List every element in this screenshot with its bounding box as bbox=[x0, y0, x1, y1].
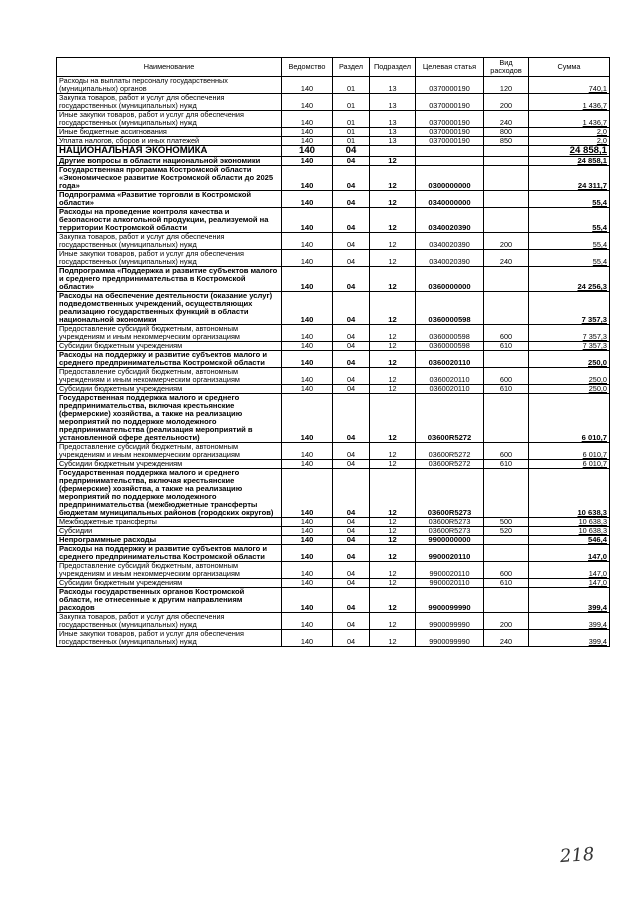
row-subsection: 12 bbox=[370, 579, 416, 588]
row-target-item: 0360020110 bbox=[416, 385, 484, 394]
row-expense-type: 600 bbox=[484, 443, 529, 460]
row-amount: 1 436,7 bbox=[529, 111, 610, 128]
row-subsection: 12 bbox=[370, 157, 416, 166]
header-expense-type: Вид расходов bbox=[484, 58, 529, 77]
row-section: 04 bbox=[333, 588, 370, 613]
row-department: 140 bbox=[282, 385, 333, 394]
row-department: 140 bbox=[282, 588, 333, 613]
row-section: 01 bbox=[333, 128, 370, 137]
row-subsection: 12 bbox=[370, 527, 416, 536]
row-expense-type: 500 bbox=[484, 518, 529, 527]
row-section: 04 bbox=[333, 527, 370, 536]
table-row bbox=[57, 166, 610, 191]
row-expense-type bbox=[484, 545, 529, 562]
row-section: 04 bbox=[333, 368, 370, 385]
row-section: 04 bbox=[333, 562, 370, 579]
row-subsection: 12 bbox=[370, 233, 416, 250]
table-row bbox=[57, 518, 610, 527]
row-expense-type: 200 bbox=[484, 233, 529, 250]
row-subsection: 12 bbox=[370, 545, 416, 562]
row-department: 140 bbox=[282, 166, 333, 191]
row-department: 140 bbox=[282, 191, 333, 208]
row-department: 140 bbox=[282, 267, 333, 292]
row-target-item: 0300000000 bbox=[416, 166, 484, 191]
row-name: Расходы на проведение контроля качества и безопасности алкогольной продукции, реализуемой на территории Костромской области bbox=[57, 208, 282, 233]
row-expense-type bbox=[484, 394, 529, 443]
row-subsection: 12 bbox=[370, 469, 416, 518]
header-name: Наименование bbox=[57, 58, 282, 77]
row-expense-type bbox=[484, 146, 529, 157]
table-row bbox=[57, 385, 610, 394]
row-section: 04 bbox=[333, 166, 370, 191]
row-expense-type: 600 bbox=[484, 562, 529, 579]
row-target-item: 9900099990 bbox=[416, 630, 484, 647]
row-amount: 399,4 bbox=[529, 630, 610, 647]
row-expense-type bbox=[484, 469, 529, 518]
row-department: 140 bbox=[282, 292, 333, 325]
table-row bbox=[57, 111, 610, 128]
row-expense-type bbox=[484, 351, 529, 368]
row-name: Расходы на обеспечение деятельности (оказание услуг) подведомственных учреждений, осуществляющих реализацию государственных функций в области национальной экономики bbox=[57, 292, 282, 325]
row-department: 140 bbox=[282, 613, 333, 630]
row-section: 04 bbox=[333, 385, 370, 394]
table-row bbox=[57, 208, 610, 233]
row-name: Расходы на выплаты персоналу государственных (муниципальных) органов bbox=[57, 77, 282, 94]
row-expense-type bbox=[484, 166, 529, 191]
row-expense-type: 520 bbox=[484, 527, 529, 536]
row-section: 04 bbox=[333, 267, 370, 292]
row-amount: 399,4 bbox=[529, 588, 610, 613]
row-name: Государственная поддержка малого и среднего предпринимательства, включая крестьянские (фермерские) хозяйства, а также на реализацию мероприятий по поддержке молодежного предпринимательства (реализация мероприятий в установленной сфере деятельности) bbox=[57, 394, 282, 443]
row-target-item: 0340020390 bbox=[416, 250, 484, 267]
row-section: 04 bbox=[333, 325, 370, 342]
table-row bbox=[57, 588, 610, 613]
row-name: Иные закупки товаров, работ и услуг для обеспечения государственных (муниципальных) нужд bbox=[57, 630, 282, 647]
row-section: 01 bbox=[333, 94, 370, 111]
table-row bbox=[57, 233, 610, 250]
row-department: 140 bbox=[282, 518, 333, 527]
row-department: 140 bbox=[282, 325, 333, 342]
row-section: 04 bbox=[333, 250, 370, 267]
row-name: Иные закупки товаров, работ и услуг для обеспечения государственных (муниципальных) нужд bbox=[57, 111, 282, 128]
row-subsection: 12 bbox=[370, 250, 416, 267]
row-subsection: 12 bbox=[370, 191, 416, 208]
row-amount: 7 357,3 bbox=[529, 342, 610, 351]
row-department: 140 bbox=[282, 128, 333, 137]
table-row bbox=[57, 527, 610, 536]
row-amount: 55,4 bbox=[529, 191, 610, 208]
row-name: Государственная поддержка малого и среднего предпринимательства, включая крестьянские (фермерские) хозяйства, а также на реализацию мероприятий по поддержке молодежного предпринимательства (межбюджетные трансферты бюджетам муниципальных районов (городских округов) bbox=[57, 469, 282, 518]
row-amount: 10 638,3 bbox=[529, 527, 610, 536]
row-name: Уплата налогов, сборов и иных платежей bbox=[57, 137, 282, 146]
row-department: 140 bbox=[282, 527, 333, 536]
table-row bbox=[57, 579, 610, 588]
row-name: Субсидии бюджетным учреждениям bbox=[57, 385, 282, 394]
row-amount: 55,4 bbox=[529, 208, 610, 233]
row-section: 04 bbox=[333, 233, 370, 250]
row-amount: 250,0 bbox=[529, 351, 610, 368]
row-name: Предоставление субсидий бюджетным, автономным учреждениям и иным некоммерческим организациям bbox=[57, 368, 282, 385]
row-subsection: 12 bbox=[370, 460, 416, 469]
row-department: 140 bbox=[282, 111, 333, 128]
row-amount: 1 436,7 bbox=[529, 94, 610, 111]
row-target-item: 0370000190 bbox=[416, 137, 484, 146]
row-target-item: 9900020110 bbox=[416, 579, 484, 588]
row-name: Предоставление субсидий бюджетным, автономным учреждениям и иным некоммерческим организациям bbox=[57, 562, 282, 579]
row-amount: 6 010,7 bbox=[529, 460, 610, 469]
row-target-item: 03600R5273 bbox=[416, 518, 484, 527]
row-target-item: 03600R5272 bbox=[416, 460, 484, 469]
budget-table bbox=[56, 57, 610, 647]
table-row bbox=[57, 394, 610, 443]
table-row bbox=[57, 443, 610, 460]
row-amount: 55,4 bbox=[529, 250, 610, 267]
row-subsection: 12 bbox=[370, 351, 416, 368]
table-row bbox=[57, 94, 610, 111]
row-department: 140 bbox=[282, 351, 333, 368]
row-target-item: 9900099990 bbox=[416, 588, 484, 613]
row-amount: 24 858,1 bbox=[529, 157, 610, 166]
table-row bbox=[57, 630, 610, 647]
row-department: 140 bbox=[282, 469, 333, 518]
row-section: 04 bbox=[333, 630, 370, 647]
row-subsection: 12 bbox=[370, 536, 416, 545]
table-row bbox=[57, 128, 610, 137]
table-row bbox=[57, 146, 610, 157]
row-subsection: 12 bbox=[370, 394, 416, 443]
row-amount: 2,0 bbox=[529, 137, 610, 146]
row-section: 04 bbox=[333, 545, 370, 562]
row-name: Иные бюджетные ассигнования bbox=[57, 128, 282, 137]
row-subsection: 13 bbox=[370, 77, 416, 94]
row-target-item: 0340000000 bbox=[416, 191, 484, 208]
row-amount: 250,0 bbox=[529, 368, 610, 385]
row-subsection: 12 bbox=[370, 443, 416, 460]
row-name: Закупка товаров, работ и услуг для обеспечения государственных (муниципальных) нужд bbox=[57, 233, 282, 250]
row-expense-type: 610 bbox=[484, 342, 529, 351]
row-target-item: 0360000000 bbox=[416, 267, 484, 292]
row-target-item: 03600R5273 bbox=[416, 527, 484, 536]
row-target-item: 9900020110 bbox=[416, 562, 484, 579]
row-expense-type: 600 bbox=[484, 325, 529, 342]
row-name: Подпрограмма «Развитие торговли в Костромской области» bbox=[57, 191, 282, 208]
row-subsection: 13 bbox=[370, 94, 416, 111]
row-expense-type: 120 bbox=[484, 77, 529, 94]
table-row bbox=[57, 368, 610, 385]
row-expense-type: 610 bbox=[484, 579, 529, 588]
row-section: 04 bbox=[333, 292, 370, 325]
row-name: Субсидии бюджетным учреждениям bbox=[57, 460, 282, 469]
table-row bbox=[57, 460, 610, 469]
row-target-item: 0340020390 bbox=[416, 233, 484, 250]
row-department: 140 bbox=[282, 562, 333, 579]
row-target-item: 0360000598 bbox=[416, 342, 484, 351]
row-name: Расходы на поддержку и развитие субъектов малого и среднего предпринимательства Костромской области bbox=[57, 351, 282, 368]
row-name: Субсидии bbox=[57, 527, 282, 536]
row-name: Иные закупки товаров, работ и услуг для обеспечения государственных (муниципальных) нужд bbox=[57, 250, 282, 267]
row-section: 04 bbox=[333, 351, 370, 368]
row-subsection: 12 bbox=[370, 630, 416, 647]
table-row bbox=[57, 292, 610, 325]
table-row bbox=[57, 250, 610, 267]
table-row bbox=[57, 267, 610, 292]
row-target-item bbox=[416, 157, 484, 166]
row-target-item: 9900099990 bbox=[416, 613, 484, 630]
row-expense-type: 850 bbox=[484, 137, 529, 146]
row-target-item bbox=[416, 146, 484, 157]
row-department: 140 bbox=[282, 460, 333, 469]
row-expense-type: 200 bbox=[484, 613, 529, 630]
row-section: 04 bbox=[333, 208, 370, 233]
row-subsection: 13 bbox=[370, 137, 416, 146]
header-department: Ведомство bbox=[282, 58, 333, 77]
table-row bbox=[57, 536, 610, 545]
row-amount: 147,0 bbox=[529, 579, 610, 588]
table-body bbox=[57, 77, 610, 647]
row-name: Непрограммные расходы bbox=[57, 536, 282, 545]
row-department: 140 bbox=[282, 137, 333, 146]
header-row bbox=[57, 58, 610, 77]
row-amount: 24 256,3 bbox=[529, 267, 610, 292]
row-subsection: 12 bbox=[370, 518, 416, 527]
row-target-item: 03600R5273 bbox=[416, 469, 484, 518]
row-subsection: 13 bbox=[370, 128, 416, 137]
row-expense-type bbox=[484, 588, 529, 613]
row-amount: 24 311,7 bbox=[529, 166, 610, 191]
row-section: 04 bbox=[333, 469, 370, 518]
row-expense-type bbox=[484, 191, 529, 208]
table-row bbox=[57, 137, 610, 146]
row-name: Закупка товаров, работ и услуг для обеспечения государственных (муниципальных) нужд bbox=[57, 94, 282, 111]
row-target-item: 9900000000 bbox=[416, 536, 484, 545]
row-expense-type bbox=[484, 208, 529, 233]
row-expense-type bbox=[484, 536, 529, 545]
row-subsection: 12 bbox=[370, 267, 416, 292]
row-name: Другие вопросы в области национальной экономики bbox=[57, 157, 282, 166]
row-expense-type bbox=[484, 292, 529, 325]
row-target-item: 0370000190 bbox=[416, 94, 484, 111]
row-section: 04 bbox=[333, 579, 370, 588]
row-section: 04 bbox=[333, 613, 370, 630]
row-amount: 740,1 bbox=[529, 77, 610, 94]
row-subsection bbox=[370, 146, 416, 157]
row-target-item: 03600R5272 bbox=[416, 394, 484, 443]
header-target-item: Целевая статья bbox=[416, 58, 484, 77]
row-section: 04 bbox=[333, 342, 370, 351]
row-name: Расходы на поддержку и развитие субъектов малого и среднего предпринимательства Костромской области bbox=[57, 545, 282, 562]
row-amount: 6 010,7 bbox=[529, 394, 610, 443]
row-subsection: 12 bbox=[370, 166, 416, 191]
row-department: 140 bbox=[282, 233, 333, 250]
row-section: 04 bbox=[333, 518, 370, 527]
row-subsection: 12 bbox=[370, 368, 416, 385]
header-subsection: Подраздел bbox=[370, 58, 416, 77]
row-name: Подпрограмма «Поддержка и развитие субъектов малого и среднего предпринимательства в Костромской области» bbox=[57, 267, 282, 292]
row-subsection: 12 bbox=[370, 342, 416, 351]
row-target-item: 0370000190 bbox=[416, 111, 484, 128]
row-section: 04 bbox=[333, 536, 370, 545]
row-amount: 55,4 bbox=[529, 233, 610, 250]
table-row bbox=[57, 77, 610, 94]
row-name: Межбюджетные трансферты bbox=[57, 518, 282, 527]
row-target-item: 03600R5272 bbox=[416, 443, 484, 460]
row-target-item: 9900020110 bbox=[416, 545, 484, 562]
table-row bbox=[57, 351, 610, 368]
row-target-item: 0360000598 bbox=[416, 292, 484, 325]
row-subsection: 12 bbox=[370, 325, 416, 342]
row-subsection: 12 bbox=[370, 208, 416, 233]
row-name: НАЦИОНАЛЬНАЯ ЭКОНОМИКА bbox=[57, 146, 282, 157]
row-section: 04 bbox=[333, 394, 370, 443]
row-department: 140 bbox=[282, 394, 333, 443]
row-amount: 24 858,1 bbox=[529, 146, 610, 157]
row-expense-type: 240 bbox=[484, 111, 529, 128]
row-subsection: 12 bbox=[370, 562, 416, 579]
row-department: 140 bbox=[282, 250, 333, 267]
row-name: Субсидии бюджетным учреждениям bbox=[57, 579, 282, 588]
row-target-item: 0360000598 bbox=[416, 325, 484, 342]
row-amount: 10 638,3 bbox=[529, 518, 610, 527]
row-expense-type: 600 bbox=[484, 368, 529, 385]
row-section: 04 bbox=[333, 443, 370, 460]
row-amount: 546,4 bbox=[529, 536, 610, 545]
row-expense-type: 610 bbox=[484, 385, 529, 394]
row-department: 140 bbox=[282, 77, 333, 94]
row-department: 140 bbox=[282, 342, 333, 351]
row-name: Государственная программа Костромской области «Экономическое развитие Костромской области до 2025 года» bbox=[57, 166, 282, 191]
row-name: Субсидии бюджетным учреждениям bbox=[57, 342, 282, 351]
row-target-item: 0360020110 bbox=[416, 368, 484, 385]
row-expense-type: 240 bbox=[484, 630, 529, 647]
row-subsection: 12 bbox=[370, 385, 416, 394]
row-department: 140 bbox=[282, 157, 333, 166]
row-department: 140 bbox=[282, 536, 333, 545]
row-name: Предоставление субсидий бюджетным, автономным учреждениям и иным некоммерческим организациям bbox=[57, 325, 282, 342]
row-amount: 2,0 bbox=[529, 128, 610, 137]
table-row bbox=[57, 157, 610, 166]
row-amount: 6 010,7 bbox=[529, 443, 610, 460]
row-target-item: 0360020110 bbox=[416, 351, 484, 368]
row-section: 01 bbox=[333, 111, 370, 128]
row-department: 140 bbox=[282, 443, 333, 460]
row-target-item: 0340020390 bbox=[416, 208, 484, 233]
row-department: 140 bbox=[282, 545, 333, 562]
row-target-item: 0370000190 bbox=[416, 77, 484, 94]
row-expense-type: 240 bbox=[484, 250, 529, 267]
row-expense-type: 610 bbox=[484, 460, 529, 469]
table-row bbox=[57, 469, 610, 518]
row-expense-type: 800 bbox=[484, 128, 529, 137]
table-row bbox=[57, 613, 610, 630]
row-amount: 399,4 bbox=[529, 613, 610, 630]
row-subsection: 12 bbox=[370, 613, 416, 630]
row-amount: 10 638,3 bbox=[529, 469, 610, 518]
row-amount: 7 357,3 bbox=[529, 325, 610, 342]
row-amount: 250,0 bbox=[529, 385, 610, 394]
row-department: 140 bbox=[282, 368, 333, 385]
row-expense-type bbox=[484, 267, 529, 292]
row-name: Закупка товаров, работ и услуг для обеспечения государственных (муниципальных) нужд bbox=[57, 613, 282, 630]
table-row bbox=[57, 562, 610, 579]
row-name: Расходы государственных органов Костромской области, не отнесенные к другим направлениям расходов bbox=[57, 588, 282, 613]
row-section: 01 bbox=[333, 137, 370, 146]
row-department: 140 bbox=[282, 208, 333, 233]
row-target-item: 0370000190 bbox=[416, 128, 484, 137]
row-amount: 147,0 bbox=[529, 562, 610, 579]
row-subsection: 12 bbox=[370, 588, 416, 613]
row-name: Предоставление субсидий бюджетным, автономным учреждениям и иным некоммерческим организациям bbox=[57, 443, 282, 460]
table-row bbox=[57, 191, 610, 208]
header-section: Раздел bbox=[333, 58, 370, 77]
row-expense-type: 200 bbox=[484, 94, 529, 111]
table-row bbox=[57, 342, 610, 351]
row-section: 04 bbox=[333, 191, 370, 208]
header-amount: Сумма bbox=[529, 58, 610, 77]
row-section: 04 bbox=[333, 146, 370, 157]
row-subsection: 13 bbox=[370, 111, 416, 128]
table-row bbox=[57, 325, 610, 342]
row-department: 140 bbox=[282, 94, 333, 111]
table-row bbox=[57, 545, 610, 562]
row-section: 04 bbox=[333, 157, 370, 166]
row-section: 01 bbox=[333, 77, 370, 94]
page-number: 218 bbox=[559, 843, 596, 868]
row-amount: 147,0 bbox=[529, 545, 610, 562]
row-subsection: 12 bbox=[370, 292, 416, 325]
row-expense-type bbox=[484, 157, 529, 166]
row-amount: 7 357,3 bbox=[529, 292, 610, 325]
row-department: 140 bbox=[282, 579, 333, 588]
row-section: 04 bbox=[333, 460, 370, 469]
row-department: 140 bbox=[282, 630, 333, 647]
row-department: 140 bbox=[282, 146, 333, 157]
